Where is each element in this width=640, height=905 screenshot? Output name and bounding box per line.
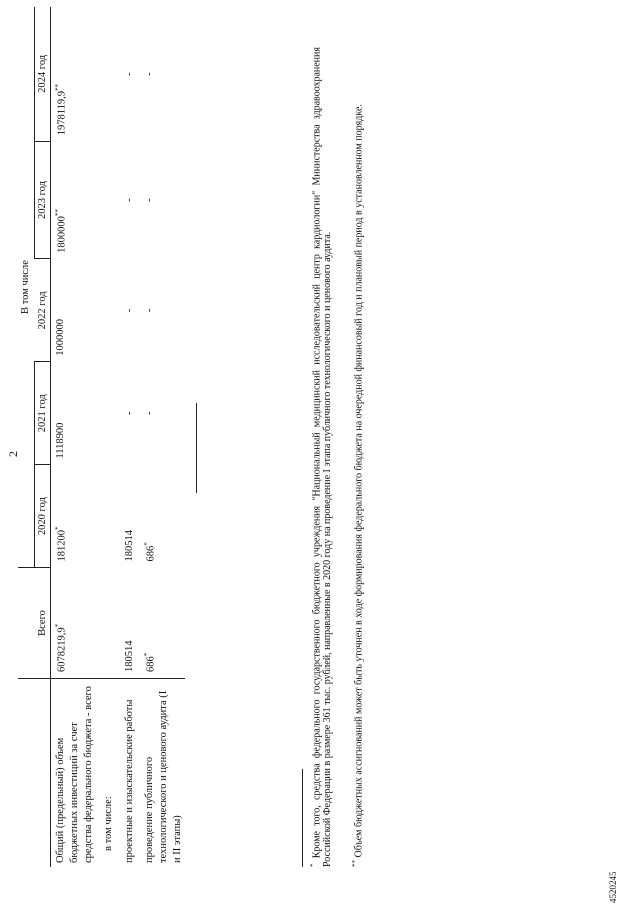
cell-2021: 1118900 [55, 422, 67, 459]
cell-value: 6078219,9 [56, 627, 68, 672]
budget-table [18, 7, 185, 867]
footnote-1-text: Кроме того, средства федерального государственного бюджетного учреждения "Национальный медицинский исследовательский центр кардиологии" Министерства здравоохранения Российской Федерации в размере 361 тыс. рублей, направленные в 2020 году на проведение I этапа публичного технологического и ценового аудита. [311, 47, 334, 867]
empty-cell [96, 568, 117, 679]
cell-2023 [51, 141, 96, 259]
table-row [117, 7, 138, 867]
table-header-row [18, 7, 34, 867]
empty-cell [96, 465, 117, 568]
header-year-2021: 2021 год [34, 362, 51, 465]
cell-value: 181200 [56, 530, 68, 562]
row-label: в том числе: [96, 679, 117, 868]
empty-cell [96, 259, 117, 362]
cell-value: 686 [145, 656, 157, 672]
document-number: 4520245 [608, 871, 618, 903]
header-year-2022: 2022 год [34, 259, 51, 362]
footnote-mark: * [143, 542, 152, 546]
row-label: проектные и изыскательские работы [117, 679, 138, 868]
page-number: 2 [6, 451, 20, 457]
cell-total: 180514 [123, 640, 135, 672]
separator-line [196, 403, 197, 493]
empty-cell [96, 141, 117, 259]
footnote-1-mark: * [309, 863, 317, 867]
cell-total [137, 568, 185, 679]
footnote-mark: * [54, 526, 63, 530]
header-year-2020: 2020 год [34, 465, 51, 568]
header-total: Всего [18, 568, 51, 679]
cell-value: 1978119,9 [56, 90, 68, 136]
row-label: проведение публичного технологического и ценового аудита (I и II этапы) [137, 679, 185, 868]
cell-2022: - [123, 308, 135, 313]
footnote-2 [350, 47, 364, 867]
cell-2022: 1000000 [55, 319, 67, 356]
cell-2020: 180514 [123, 530, 135, 562]
cell-2020 [137, 465, 185, 568]
empty-cell [96, 7, 117, 141]
cell-2024 [51, 7, 96, 141]
footnote-separator [302, 769, 303, 867]
row-label: Общий (предельный) объем бюджетных инвестиций за счет средства федерального бюджета - всего [51, 679, 96, 868]
footnote-mark: * [54, 623, 63, 628]
footnote-2-text: Объем бюджетных ассигнований может быть уточнен в ходе формирования федерального бюджета на очередной финансовый год и плановый период в установленном порядке. [353, 104, 365, 858]
footnote-1 [308, 47, 333, 867]
header-year-2024: 2024 год [34, 7, 51, 141]
cell-2021: - [144, 411, 156, 415]
cell-2021: - [123, 411, 135, 415]
footnote-2-mark: ** [351, 860, 359, 867]
header-year-2023: 2023 год [34, 141, 51, 259]
empty-cell [96, 362, 117, 465]
footnote-mark: ** [54, 83, 63, 91]
header-group-label: В том числе [20, 260, 31, 314]
cell-2023: - [123, 198, 135, 202]
cell-2024: - [144, 72, 156, 76]
header-group [18, 7, 34, 568]
cell-value: 1800000 [56, 216, 68, 253]
cell-value: 686 [145, 545, 157, 562]
table-row [96, 7, 117, 867]
table-row [51, 7, 96, 867]
cell-2022: - [144, 308, 156, 313]
table-row [137, 7, 185, 867]
footnote-mark: * [143, 652, 152, 657]
cell-total [51, 568, 96, 679]
footnote-mark: ** [54, 209, 63, 217]
header-blank [18, 679, 51, 868]
cell-2023: - [144, 198, 156, 202]
cell-2024: - [123, 72, 135, 76]
cell-2020 [51, 465, 96, 568]
